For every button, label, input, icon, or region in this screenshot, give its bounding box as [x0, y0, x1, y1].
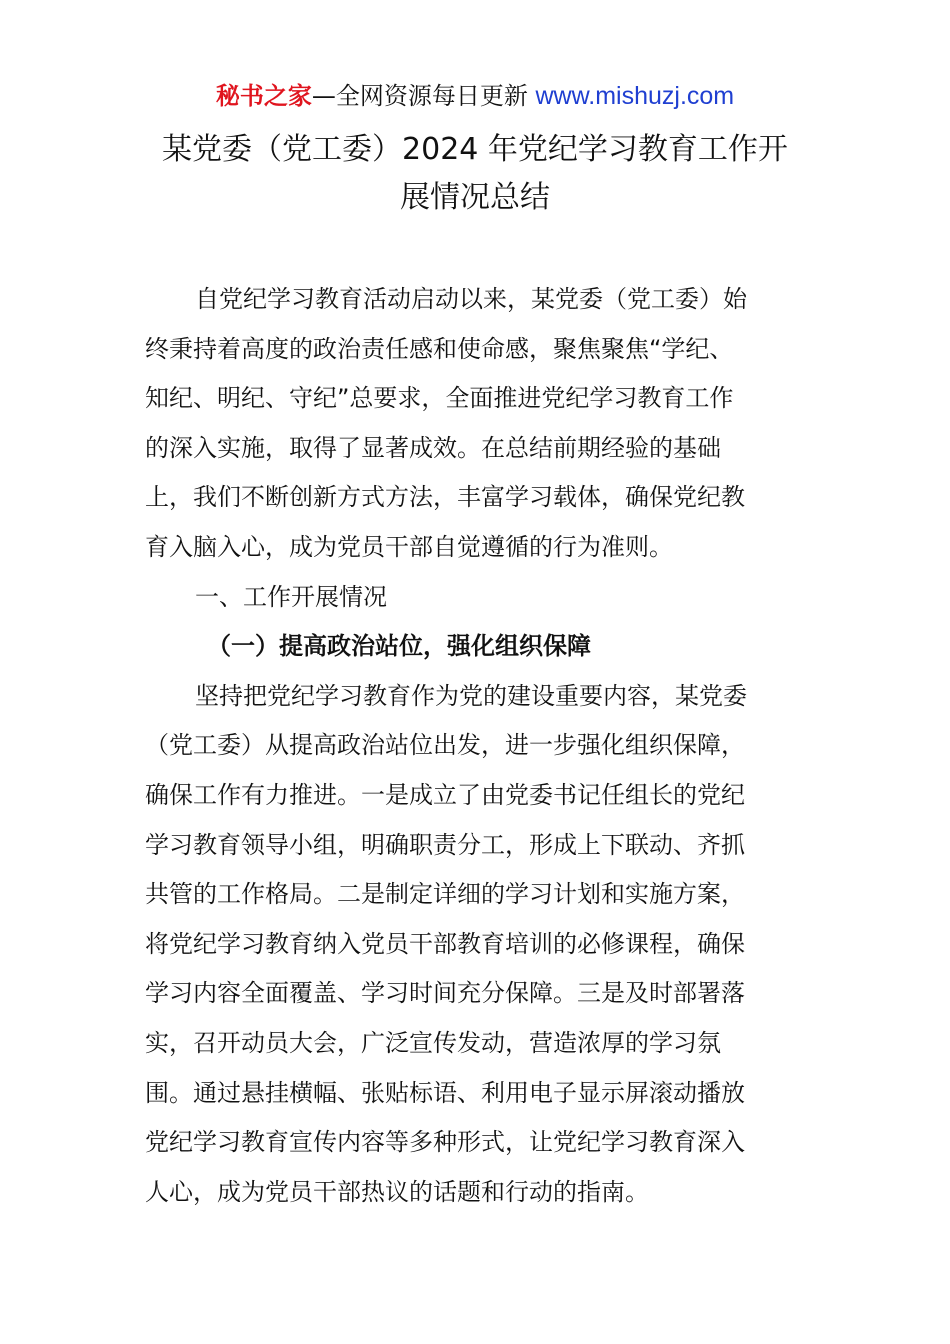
paragraph-section-line: 确保工作有力推进。一是成立了由党委书记任组长的党纪 [145, 780, 745, 809]
paragraph-section-line: 坚持把党纪学习教育作为党的建设重要内容，某党委 [195, 681, 747, 710]
site-url-link[interactable]: www.mishuzj.com [535, 82, 735, 110]
site-brand: 秘书之家 [215, 82, 312, 110]
paragraph-section-line: （党工委）从提高政治站位出发，进一步强化组织保障， [145, 731, 745, 760]
paragraph-intro-line: 的深入实施，取得了显著成效。在总结前期经验的基础 [145, 433, 721, 462]
paragraph-section-line: 党纪学习教育宣传内容等多种形式，让党纪学习教育深入 [145, 1128, 745, 1157]
paragraph-section-line: 学习教育领导小组，明确职责分工，形成上下联动、齐抓 [145, 830, 745, 859]
paragraph-intro-line: 知纪、明纪、守纪”总要求，全面推进党纪学习教育工作 [145, 384, 734, 413]
document-title [120, 126, 830, 222]
paragraph-section-line: 围。通过悬挂横幅、张贴标语、利用电子显示屏滚动播放 [145, 1078, 745, 1107]
paragraph-intro-line: 自党纪学习教育活动启动以来，某党委（党工委）始 [195, 285, 747, 313]
site-header [0, 80, 950, 112]
paragraph-section-line: 实，召开动员大会，广泛宣传发动，营造浓厚的学习氛 [145, 1028, 721, 1057]
paragraph-section-line: 人心，成为党员干部热议的话题和行动的指南。 [145, 1177, 649, 1206]
paragraph-section-line: 共管的工作格局。二是制定详细的学习计划和实施方案， [145, 880, 745, 909]
paragraph-intro-line: 终秉持着高度的政治责任感和使命感，聚焦聚焦“学纪、 [145, 334, 734, 363]
section-heading: 一、工作开展情况 [195, 582, 387, 611]
document-body [145, 275, 810, 1217]
paragraph-intro-line: 上，我们不断创新方式方法，丰富学习载体，确保党纪教 [145, 483, 745, 512]
paragraph-section-line: 学习内容全面覆盖、学习时间充分保障。三是及时部署落 [145, 979, 745, 1008]
document-title-line-1: 某党委（党工委）2024 年党纪学习教育工作开 [162, 132, 788, 167]
document-title-line-2: 展情况总结 [400, 180, 550, 215]
subsection-heading: （一）提高政治站位，强化组织保障 [207, 632, 591, 661]
site-tagline: —全网资源每日更新 [311, 82, 536, 110]
paragraph-section-line: 将党纪学习教育纳入党员干部教育培训的必修课程，确保 [145, 929, 745, 958]
paragraph-intro-line: 育入脑入心，成为党员干部自觉遵循的行为准则。 [145, 532, 673, 561]
